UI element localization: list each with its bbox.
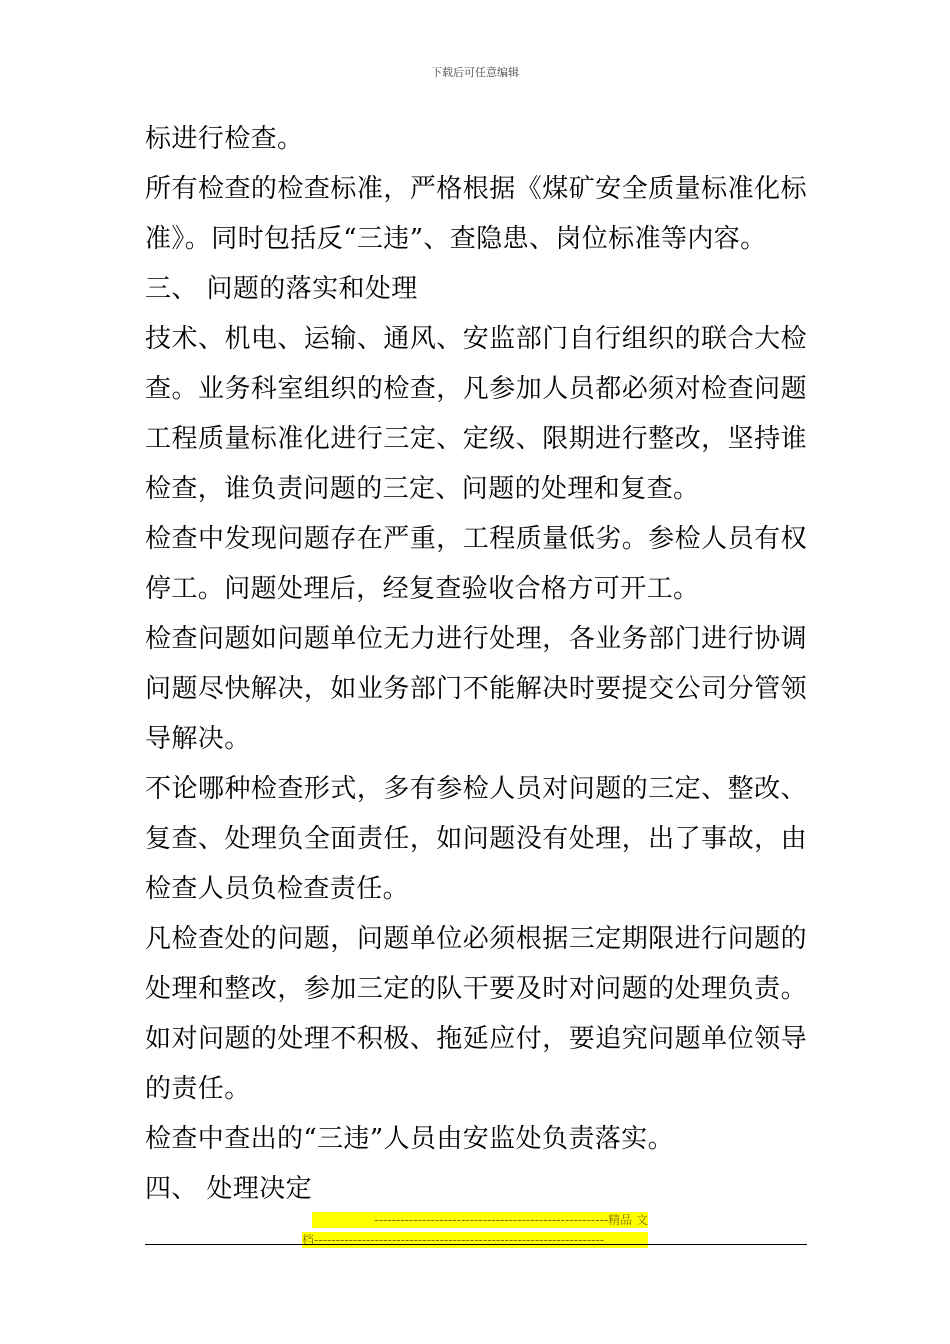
text-line: 处理和整改，参加三定的队干要及时对问题的处理负责。 bbox=[145, 974, 807, 1004]
text-line: 不论哪种检查形式，多有参检人员对问题的三定、整改、 bbox=[145, 774, 807, 804]
text-line: 技术、机电、运输、通风、安监部门自行组织的联合大检 bbox=[145, 324, 807, 354]
text-line: 检查问题如问题单位无力进行处理，各业务部门进行协调 bbox=[145, 624, 807, 654]
document-body bbox=[145, 114, 807, 1214]
text-line: 问题尽快解决，如业务部门不能解决时要提交公司分管领 bbox=[145, 674, 807, 704]
text-line: 停工。问题处理后，经复查验收合格方可开工。 bbox=[145, 574, 700, 604]
footer-note-line-1: ------------------------------------------------------精品 文 bbox=[312, 1212, 648, 1228]
text-line: 导解决。 bbox=[145, 724, 251, 754]
text-line: 标进行检查。 bbox=[145, 124, 304, 154]
text-line: 如对问题的处理不积极、拖延应付，要追究问题单位领导 bbox=[145, 1024, 807, 1054]
text-line: 复查、处理负全面责任，如问题没有处理，出了事故，由 bbox=[145, 824, 807, 854]
footer-note-line-2: 档------------------------------------------------------------------- bbox=[302, 1232, 648, 1248]
text-line: 检查人员负检查责任。 bbox=[145, 874, 410, 904]
footer-divider bbox=[145, 1244, 807, 1245]
text-line: 所有检查的检查标准，严格根据《煤矿安全质量标准化标 bbox=[145, 174, 807, 204]
text-line: 检查中发现问题存在严重，工程质量低劣。参检人员有权 bbox=[145, 524, 807, 554]
text-line: 工程质量标准化进行三定、定级、限期进行整改，坚持谁 bbox=[145, 424, 807, 454]
text-line: 凡检查处的问题，问题单位必须根据三定期限进行问题的 bbox=[145, 924, 807, 954]
text-line: 检查中查出的“三违”人员由安监处负责落实。 bbox=[145, 1124, 674, 1154]
page-header: 下载后可任意编辑 bbox=[431, 66, 519, 79]
section-heading: 四、 处理决定 bbox=[145, 1174, 313, 1204]
text-line: 准》。同时包括反“三违”、查隐患、岗位标准等内容。 bbox=[145, 224, 767, 254]
footer-watermark-note bbox=[302, 1212, 648, 1252]
text-line: 检查，谁负责问题的三定、问题的处理和复查。 bbox=[145, 474, 700, 504]
text-line: 查。业务科室组织的检查，凡参加人员都必须对检查问题 bbox=[145, 374, 807, 404]
text-line: 的责任。 bbox=[145, 1074, 251, 1104]
section-heading: 三、 问题的落实和处理 bbox=[145, 274, 418, 304]
